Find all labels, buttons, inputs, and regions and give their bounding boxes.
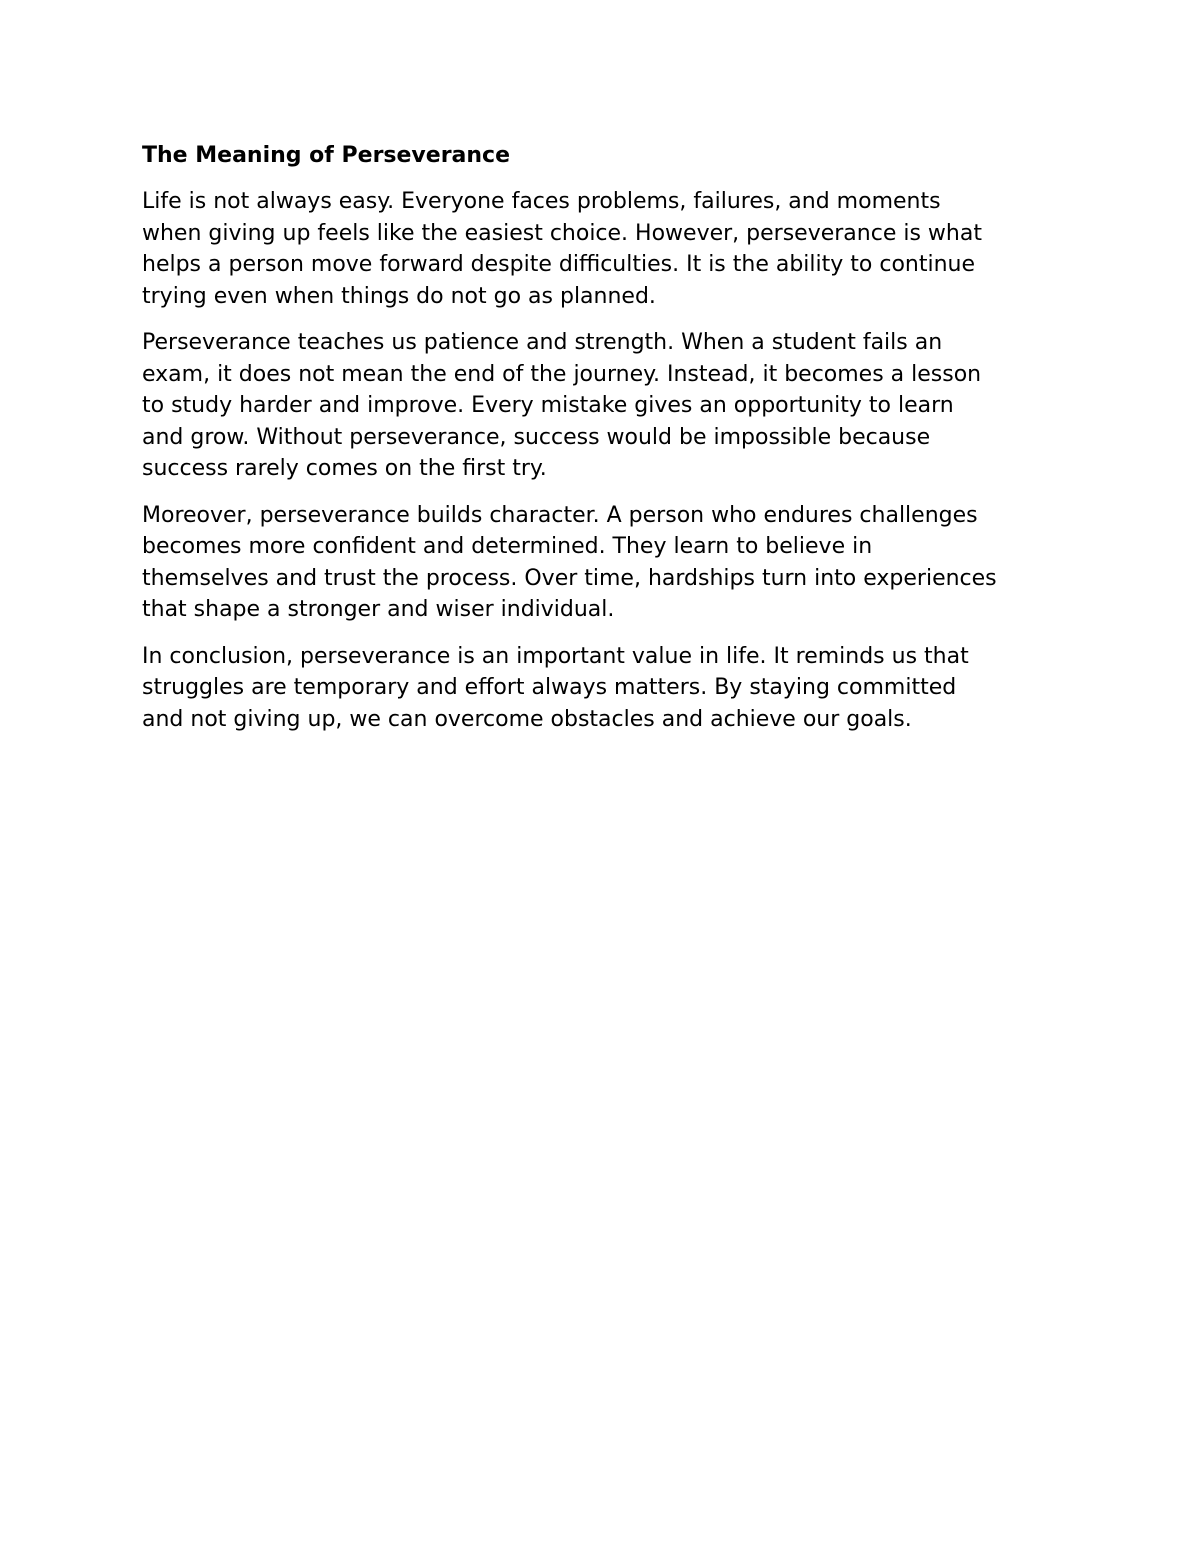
paragraph-line: success rarely comes on the first try. [142,456,547,481]
paragraph-line: In conclusion, perseverance is an important value in life. It reminds us that [142,643,969,669]
document-body [142,140,1062,750]
paragraph-line: that shape a stronger and wiser individual. [142,597,615,622]
paragraph-line: and grow. Without perseverance, success would be impossible because [142,424,931,450]
paragraph-line: themselves and trust the process. Over time, hardships turn into experiences [142,565,997,591]
paragraph-2 [142,327,1062,485]
paragraph-line: trying even when things do not go as planned. [142,283,656,309]
paragraph-line: when giving up feels like the easiest choice. However, perseverance is what [142,220,982,246]
paragraph-4 [142,641,1062,736]
paragraph-line: and not giving up, we can overcome obstacles and achieve our goals. [142,706,912,732]
paragraph-line: Perseverance teaches us patience and strength. When a student fails an [142,330,943,355]
paragraph-line: struggles are temporary and effort always matters. By staying committed [142,675,957,700]
paragraph-line: exam, it does not mean the end of the journey. Instead, it becomes a lesson [142,361,982,387]
paragraph-line: becomes more confident and determined. They learn to believe in [142,534,873,559]
paragraph-line: helps a person move forward despite difficulties. It is the ability to continue [142,252,976,277]
paragraph-line: Moreover, perseverance builds character. A person who endures challenges [142,502,978,528]
paragraph-line: Life is not always easy. Everyone faces problems, failures, and moments [142,189,941,214]
document-title: The Meaning of Perseverance [142,143,511,168]
paragraph-line: to study harder and improve. Every mistake gives an opportunity to learn [142,393,954,418]
paragraph-1 [142,186,1062,312]
paragraph-3 [142,500,1062,626]
